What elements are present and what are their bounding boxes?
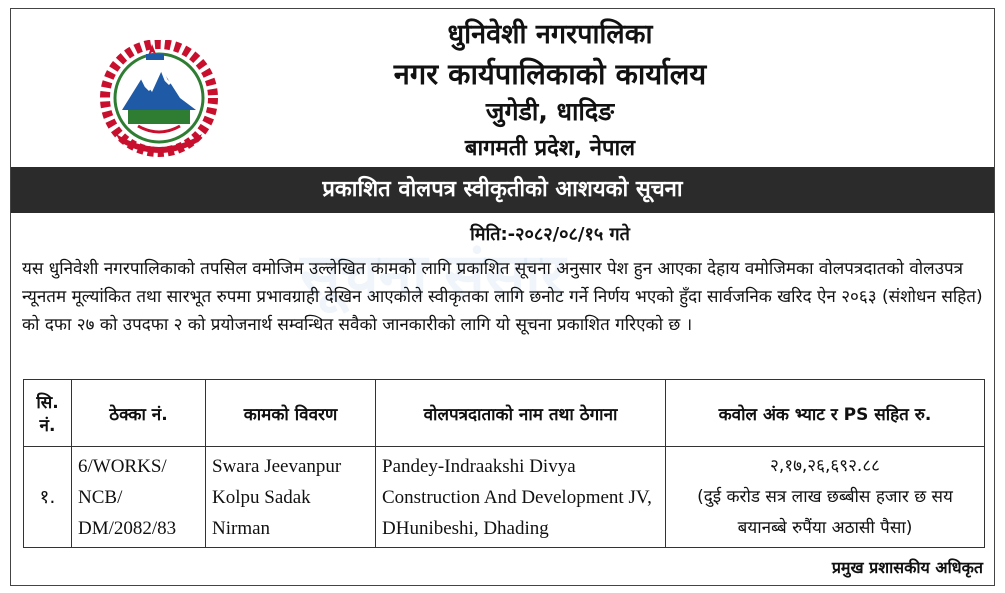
- col-header-contract: ठेक्का नं.: [72, 380, 206, 447]
- office-location: जुगेडी, धादिङ: [485, 97, 615, 126]
- office-name: नगर कार्यपालिकाको कार्यालय: [393, 57, 707, 91]
- col-header-work: कामको विवरण: [206, 380, 376, 447]
- cell-sn: १.: [24, 447, 72, 548]
- table-header-row: [24, 380, 985, 447]
- cell-amount: [666, 447, 985, 548]
- nepal-emblem-icon: [98, 40, 220, 158]
- cell-contract: 6/WORKS/ NCB/ DM/2082/83: [72, 447, 206, 548]
- notice-body: यस धुनिवेशी नगरपालिकाको तपसिल वमोजिम उल्लेखित कामको लागि प्रकाशित सूचना अनुसार पेश हुन आएका देहाय वमोजिमका वोलपत्रदातको वोलउपत्र न्यूनतम मूल्यांकित तथा सारभूत रुपमा प्रभावग्राही देखिन आएकोले स्वीकृतका लागि छनोट गर्ने निर्णय भएको हुँदा सार्वजनिक खरिद ऐन २०६३ (संशोधन सहित) को दफा २७ को उपदफा २ को प्रयोजनार्थ सम्वन्धित सवैको जानकारीको लागि यो सूचना प्रकाशित गरिएको छ ।: [22, 259, 983, 335]
- table-row: [24, 447, 985, 548]
- bid-table: [23, 379, 985, 548]
- amount-words: (दुई करोड सत्र लाख छब्बीस हजार छ सय बयानब्बे रुपैंया अठासी पैसा): [697, 486, 953, 538]
- notice-date: मिति:-२०८२/०८/१५ गते: [470, 224, 630, 245]
- col-header-amount: कवोल अंक भ्याट र PS सहित रु.: [666, 380, 985, 447]
- notice-title-banner: प्रकाशित वोलपत्र स्वीकृतीको आशयको सूचना: [11, 167, 994, 213]
- municipality-name: धुनिवेशी नगरपालिका: [447, 19, 653, 50]
- watermark: सूचना संसार: [300, 242, 566, 309]
- signature-title: प्रमुख प्रशासकीय अधिकृत: [831, 558, 983, 577]
- amount-figure: २,१७,२६,६९२.८८: [769, 455, 880, 476]
- col-header-bidder: वोलपत्रदाताको नाम तथा ठेगाना: [376, 380, 666, 447]
- province-country: बागमती प्रदेश, नेपाल: [464, 136, 636, 161]
- cell-bidder: Pandey-Indraakshi Divya Construction And Development JV, DHunibeshi, Dhading: [376, 447, 666, 548]
- cell-work: Swara Jeevanpur Kolpu Sadak Nirman: [206, 447, 376, 548]
- col-header-sn: सि. नं.: [24, 380, 72, 447]
